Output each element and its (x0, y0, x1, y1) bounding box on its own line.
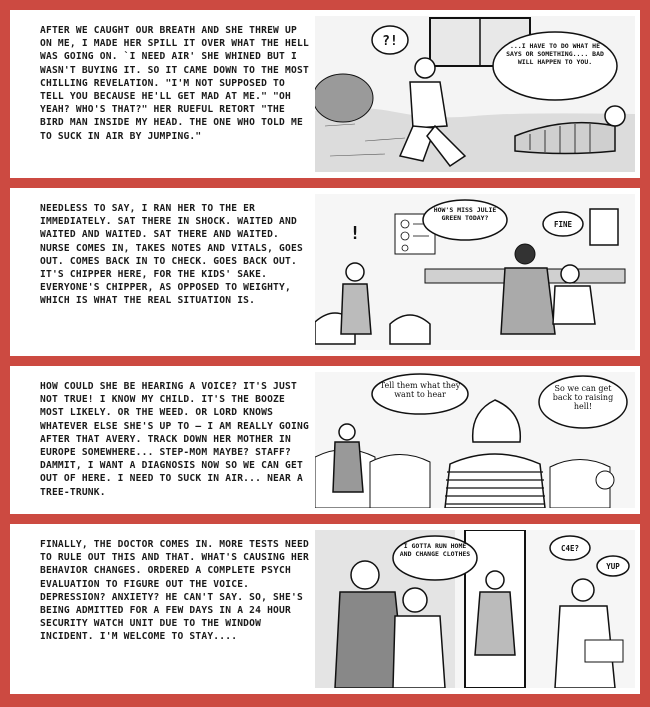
comic-panel-3 (10, 366, 640, 514)
comic-panel-4 (10, 524, 640, 694)
panel-4-caption: FINALLY, THE DOCTOR COMES IN. MORE TESTS NEED TO RULE OUT THIS AND THAT. WHAT'S CAUSING HER BEHAVIOR CHANGES. ORDERED A COMPLETE PSYCH EVALUATION TO FIGURE OUT THE VOICE. DEPRESSION? ANXIETY? HE CAN'T SAY. SO, SHE'S BEING ADMITTED FOR A FEW DAYS IN A 24 HOUR SECURITY WATCH UNIT DUE TO THE WINDOW INCIDENT. I'M WELCOME TO STAY.... (40, 539, 309, 643)
bubble-run-home: I GOTTA RUN HOME AND CHANGE CLOTHES (399, 542, 471, 558)
bubble-fine: Fine (553, 220, 573, 229)
panel-1-caption: AFTER WE CAUGHT OUR BREATH AND SHE THREW UP ON ME, I MADE HER SPILL IT OVER WHAT THE HELL WAS GOING ON. `I NEED AIR' SHE WHINED BUT I WASN'T BUYING IT. SO IT CAME DOWN TO THE MOST CHILLING REVELATION. "I'M NOT SUPPOSED TO TELL YOU BECAUSE HE'LL GET MAD AT ME." "OH YEAH? WHO'S THAT?" HER RUEFUL RETORT "THE BIRD MAN INSIDE MY HEAD. THE ONE WHO TOLD ME TO SUCK IN AIR BY JUMPING." (40, 25, 309, 142)
bubble-warning: ...I HAVE TO DO WHAT HE SAYS OR SOMETHING.... BAD WILL HAPPEN TO YOU. (506, 42, 604, 66)
comic-panel-2 (10, 188, 640, 356)
bubble-c4e: C4E? (560, 544, 580, 553)
panel-3-illustration (315, 372, 635, 508)
bubble-raising-hell: So we can get back to raising hell! (552, 384, 614, 411)
panel-2-illustration (315, 194, 635, 350)
panel-3-caption: HOW COULD SHE BE HEARING A VOICE? IT'S JUST NOT TRUE! I KNOW MY CHILD. IT'S THE BOOZE MOST LIKELY. OR THE WEED. OR LORD KNOWS WHATEVER ELSE SHE'S UP TO — I AM REALLY GOING AFTER THAT AVERY. TRACK DOWN HER MOTHER IN EUROPE SOMEWHERE... STEP-MOM MAYBE? STAFF? DAMMIT, I WANT A DIAGNOSIS NOW SO WE CAN GET OUT OF HERE. I NEED TO SUCK IN AIR... NEAR A TREE-TRUNK. (40, 381, 309, 498)
comic-panel-1 (10, 10, 640, 178)
panel-1-illustration (315, 16, 635, 172)
bubble-tell-them: Tell them what they want to hear (379, 381, 461, 399)
bubble-nurse-question: HOW'S MISS JULIE GREEN TODAY? (433, 206, 497, 222)
bubble-surprise: ! (349, 223, 361, 244)
bubble-exclaim: ?! (382, 34, 398, 49)
bubble-yup: Yup (606, 562, 620, 571)
panel-2-caption: NEEDLESS TO SAY, I RAN HER TO THE ER IMMEDIATELY. SAT THERE IN SHOCK. WAITED AND WAITED AND WAITED. SAT THERE AND WAITED. NURSE COMES IN, TAKES NOTES AND VITALS, GOES OUT. COMES BACK IN TO CHECK. GOES BACK OUT. IT'S CHIPPER HERE, FOR THE KIDS' SAKE. EVERYONE'S CHIPPER, AS OPPOSED TO WEIGHTY, WHICH IS WHAT THE REAL SITUATION IS. (40, 203, 303, 307)
panel-4-illustration (315, 530, 635, 688)
